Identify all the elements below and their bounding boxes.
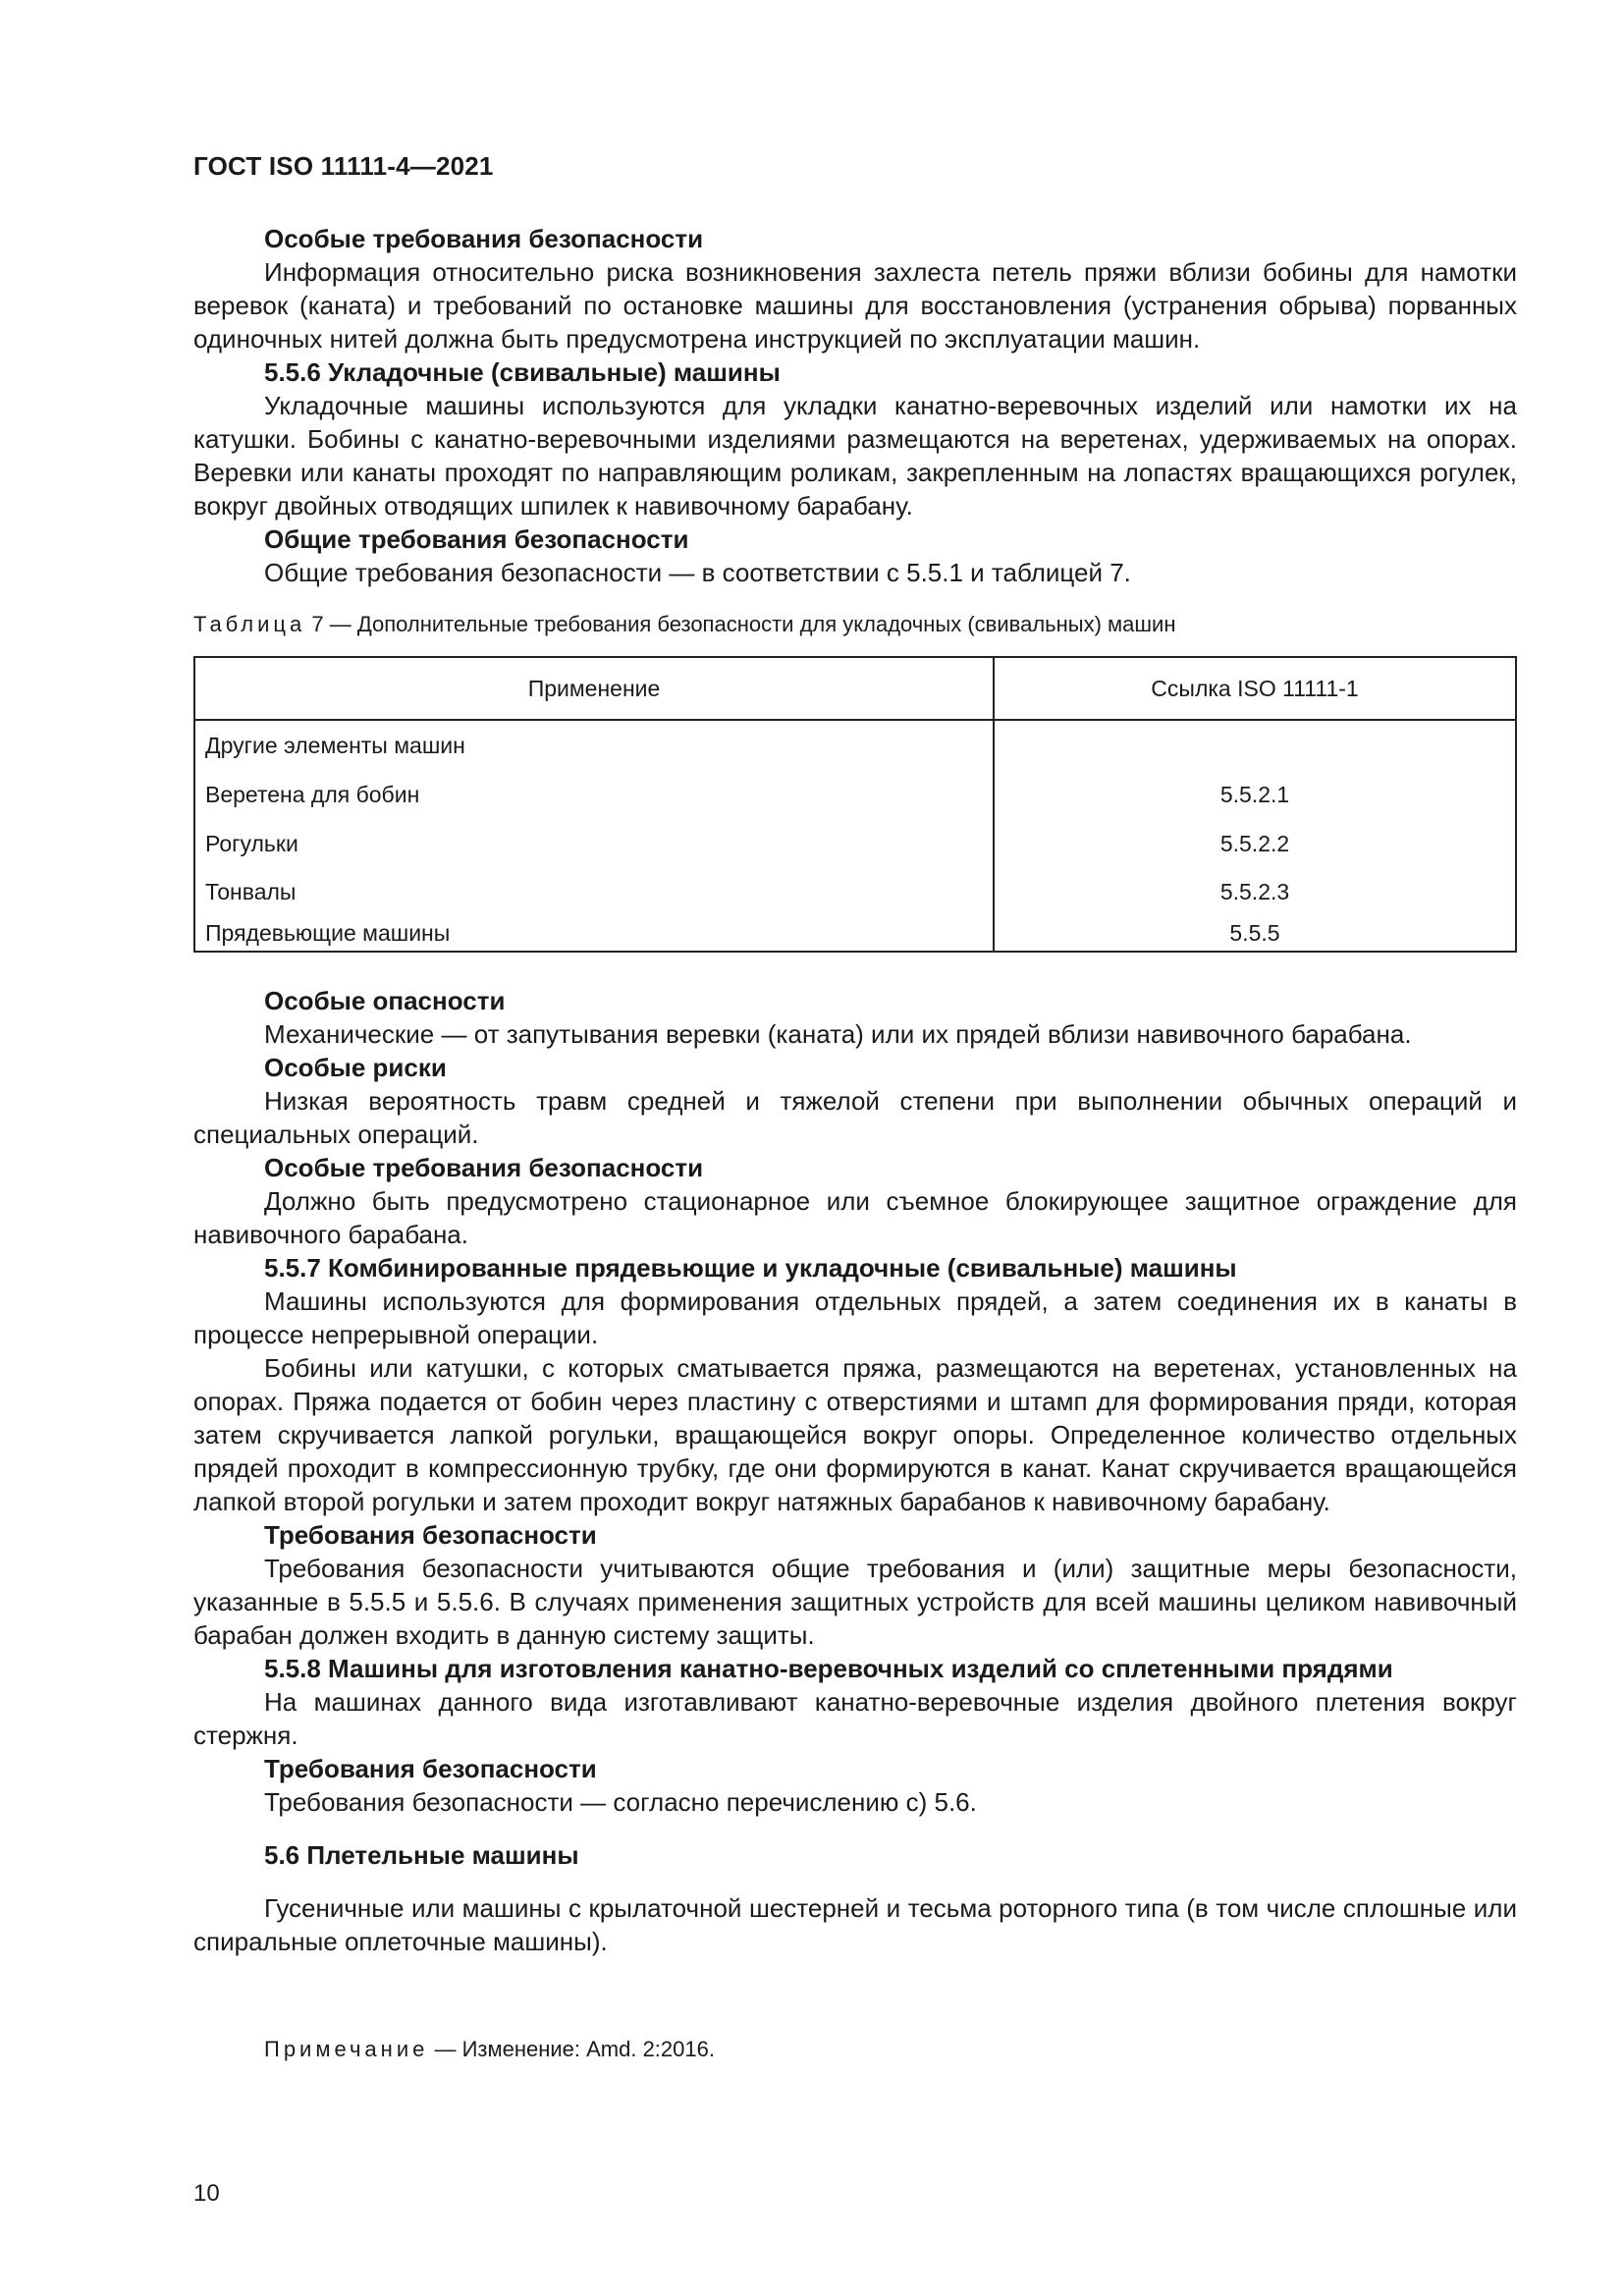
paragraph: Требования безопасности — согласно перечислению с) 5.6. <box>264 1787 977 1817</box>
paragraph: Укладочные машины используются для укладки канатно-веревочных изделий или намотки их на катушки. Бобины с канатно-веревочными изделиями размещаются на веретенах, удерживаемых на опорах. Веревки или канаты проходят по направляющим роликам, закрепленным на лопастях вращающихся рогулек, вокруг двойных отводящих шпилек к навивочному барабану. <box>193 391 1517 520</box>
section-special-requirements <box>193 222 1517 589</box>
heading: Общие требования безопасности <box>264 524 689 554</box>
table-row: Веретена для бобин 5.5.2.1 <box>194 770 1516 819</box>
heading: Особые требования безопасности <box>264 224 704 253</box>
paragraph: На машинах данного вида изготавливают канатно-веревочные изделия двойного плетения вокруг стержня. <box>193 1687 1517 1750</box>
section-heading-5-5-7: 5.5.7 Комбинированные прядевьющие и укладочные (свивальные) машины <box>264 1253 1237 1283</box>
column-header: Применение <box>194 657 994 720</box>
table-caption: Таблица 7 — Дополнительные требования безопасности для укладочных (свивальных) машин <box>193 612 1176 636</box>
heading: Особые опасности <box>264 986 506 1015</box>
paragraph: Общие требования безопасности — в соответствии с 5.5.1 и таблицей 7. <box>264 558 1131 587</box>
table-7 <box>193 656 1517 953</box>
paragraph: Механические — от запутывания веревки (каната) или их прядей вблизи навивочного барабана. <box>264 1019 1412 1049</box>
page-number: 10 <box>193 2180 220 2207</box>
note: Примечание — Изменение: Amd. 2:2016. <box>264 2037 715 2061</box>
table-row: Рогульки 5.5.2.2 <box>194 819 1516 868</box>
section-heading-5-5-8: 5.5.8 Машины для изготовления канатно-веревочных изделий со сплетенными прядями <box>264 1654 1393 1683</box>
heading: Особые риски <box>264 1053 447 1082</box>
section-after-table <box>193 984 1517 1958</box>
paragraph: Низкая вероятность травм средней и тяжелой степени при выполнении обычных операций и специальных операций. <box>193 1086 1517 1149</box>
paragraph: Гусеничные или машины с крылаточной шестерней и тесьма роторного типа (в том числе сплошные или спиральные оплеточные машины). <box>193 1893 1517 1956</box>
table-row: Тонвалы 5.5.2.3 <box>194 868 1516 915</box>
paragraph: Должно быть предусмотрено стационарное или съемное блокирующее защитное ограждение для навивочного барабана. <box>193 1186 1517 1249</box>
heading: Особые требования безопасности <box>264 1153 704 1182</box>
paragraph: Информация относительно риска возникновения захлеста петель пряжи вблизи бобины для намотки веревок (каната) и требований по остановке машины для восстановления (устранения обрыва) порванных одиночных нитей должна быть предусмотрена инструкцией по эксплуатации машин. <box>193 257 1517 354</box>
doc-code: ГОСТ ISO 11111-4—2021 <box>193 151 494 181</box>
table-row: Другие элементы машин <box>194 720 1516 770</box>
paragraph: Бобины или катушки, с которых сматывается пряжа, размещаются на веретенах, установленных на опорах. Пряжа подается от бобин через пластину с отверстиями и штамп для формирования пряди, которая затем скручивается лапкой рогульки, вращающейся вокруг опоры. Определенное количество отдельных прядей проходит в компрессионную трубку, где они формируются в канат. Канат скручивается вращающейся лапкой второй рогульки и затем проходит вокруг натяжных барабанов к навивочному барабану. <box>193 1353 1517 1516</box>
section-heading-5-6: 5.6 Плетельные машины <box>264 1840 579 1870</box>
section-heading-5-5-6: 5.5.6 Укладочные (свивальные) машины <box>264 357 781 387</box>
table-row: Прядевьющие машины 5.5.5 <box>194 915 1516 952</box>
paragraph: Требования безопасности учитываются общие требования и (или) защитные меры безопасности, указанные в 5.5.5 и 5.5.6. В случаях применения защитных устройств для всей машины целиком навивочный барабан должен входить в данную систему защиты. <box>193 1554 1517 1650</box>
heading: Требования безопасности <box>264 1754 597 1783</box>
heading: Требования безопасности <box>264 1520 597 1550</box>
column-header: Ссылка ISO 11111-1 <box>994 657 1516 720</box>
paragraph: Машины используются для формирования отдельных прядей, а затем соединения их в канаты в процессе непрерывной операции. <box>193 1286 1517 1349</box>
